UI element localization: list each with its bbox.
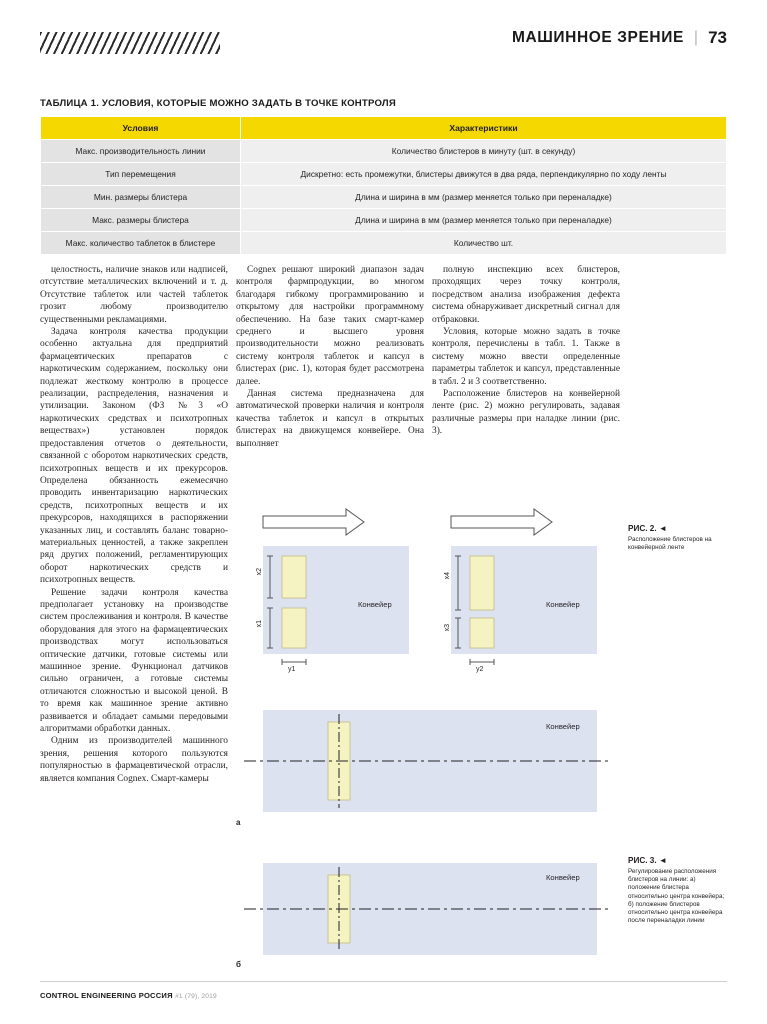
table-header-row (41, 117, 727, 140)
conditions-table (40, 116, 727, 255)
figure-3a-drawing (236, 700, 620, 840)
table-cell-condition: Тип перемещения (41, 163, 241, 186)
section-title: МАШИННОЕ ЗРЕНИЕ (511, 29, 684, 46)
page-number: 73 (708, 28, 727, 47)
body-column-3 (432, 264, 620, 438)
table-cell-characteristic: Длина и ширина в мм (размер меняется только при переналадке) (241, 209, 727, 232)
table-cell-condition: Макс. производительность линии (41, 140, 241, 163)
table-cell-characteristic: Количество блистеров в минуту (шт. в секунду) (241, 140, 727, 163)
figure-3b (236, 855, 620, 985)
table-row (41, 209, 727, 232)
dimension-label-x1: x1 (256, 620, 263, 628)
figure-2 (236, 504, 620, 682)
figure-3-caption-title: РИС. 3. ◄ (628, 856, 668, 865)
table-header-characteristics: Характеристики (241, 117, 727, 140)
conveyor-label: Конвейер (546, 600, 580, 609)
figure-3a (236, 700, 620, 840)
paragraph: Расположение блистеров на конвейерной ленте (рис. 2) можно регулировать, задавая различные размеры при наладке линии (рис. 3). (432, 389, 620, 437)
paragraph: Задача контроля качества продукции особенно актуальна для предприятий фармацевтических препаратов с наркотическим содержанием, поскольку они подлежат жесткому контролю в процессе реализации, распределения, назначения и утилизации. Законом (ФЗ №3 «О наркотических средствах и психотропных веществах») установлен порядок предоставления отчетов о деятельности, связанной с оборотом наркотических средств, психотропных веществ и их прекурсоров. Определена обязанность ежемесячно проводить инвентаризацию наркотических средств, психотропных веществ и их прекурсоров, находящихся в распоряжении указанных лиц, и составлять баланс товарно-материальных ценностей, а также закреплен ряд других положений, регламентирующих оборот наркотических средств и психотропных веществ. (40, 327, 228, 586)
figure-3-caption (628, 856, 728, 925)
table-header-conditions: Условия (41, 117, 241, 140)
figure-2-caption-body: Расположение блистеров на конвейерной ленте (628, 536, 712, 552)
body-column-1 (40, 264, 228, 785)
page-header (40, 28, 727, 62)
conveyor-label: Конвейер (546, 722, 580, 731)
body-column-2 (236, 264, 424, 450)
paragraph: Одним из производителей машинного зрения, решения которого пользуются популярностью в фармацевтической отрасли, является компания Cognex. Смарт-камеры (40, 736, 228, 784)
paragraph: полную инспекцию всех блистеров, проходящих через точку контроля, посредством анализа изображения дефекта система обнаруживает дискретный сигнал для отбраковки. (432, 265, 620, 325)
dimension-label-x4: x4 (444, 572, 451, 580)
dimension-label-y1: y1 (288, 666, 296, 673)
paragraph: Cognex решают широкий диапазон задач контроля фармпродукции, во многом благодаря гибкому программированию и открытому для настройки программному обеспечению. На базе таких смарт-камер среднего и высшего уровня производительности можно реализовать систему контроля таблеток и капсул в блистерах (рис. 1), которая будет рассмотрена далее. (236, 265, 424, 387)
figure-2-caption (628, 524, 728, 552)
figure-label-b: б (236, 960, 241, 969)
figure-label-a: а (236, 818, 241, 827)
paragraph: Данная система предназначена для автоматической проверки наличия и контроля качества таблеток и капсул в открытых блистерах на движущемся конвейере. Она выполняет (236, 389, 424, 449)
paragraph: Условия, которые можно задать в точке контроля, перечислены в табл. 1. Также в систему можно ввести определенные параметры таблеток и капсул, представленные в табл. 2 и 3 соответственно. (432, 327, 620, 387)
table-cell-characteristic: Дискретно: есть промежутки, блистеры движутся в два ряда, перпендикулярно по ходу ленты (241, 163, 727, 186)
dimension-label-x2: x2 (256, 568, 263, 576)
dimension-label-y2: y2 (476, 666, 484, 673)
header-separator: | (693, 29, 699, 46)
figure-2-drawing (236, 504, 620, 682)
paragraph: Решение задачи контроля качества предполагает установку на производстве систем прослеживания и контроля. В качестве оборудования для этого на фармацевтических производствах могут использоваться оптические датчики, готовые системы или машинное зрение. Функционал датчиков сильно ограничен, а готовые системы отличаются сложностью и высокой ценой. В то время как машинное зрение активно развивается и обладает самыми передовыми алгоритмами обработки данных. (40, 587, 228, 735)
conveyor-label: Конвейер (546, 873, 580, 882)
table-row (41, 232, 727, 255)
dimension-label-x3: x3 (444, 624, 451, 632)
hatch-decoration-icon (40, 32, 220, 54)
table-cell-condition: Макс. количество таблеток в блистере (41, 232, 241, 255)
table-cell-condition: Мин. размеры блистера (41, 186, 241, 209)
figure-2-caption-title: РИС. 2. ◄ (628, 524, 668, 533)
table-cell-condition: Макс. размеры блистера (41, 209, 241, 232)
table-cell-characteristic: Количество шт. (241, 232, 727, 255)
table-row (41, 140, 727, 163)
paragraph: целостность, наличие знаков или надписей, отсутствие металлических включений и т. д. Отсутствие таблеток или частей таблеток грозит любому производителю существенными рекламациями. (40, 265, 228, 325)
table-title: ТАБЛИЦА 1. УСЛОВИЯ, КОТОРЫЕ МОЖНО ЗАДАТЬ В ТОЧКЕ КОНТРОЛЯ (40, 98, 396, 109)
figure-3-caption-body: Регулирование расположения блистеров на линии: а) положение блистера относительно центра конвейера; б) положение блистеров относительно центра конвейера после переналадки линии (628, 868, 725, 925)
footer-publication: CONTROL ENGINEERING РОССИЯ (40, 991, 173, 1000)
header-right-group (512, 28, 727, 48)
table-cell-characteristic: Длина и ширина в мм (размер меняется только при переналадке) (241, 186, 727, 209)
footer-issue: #1 (79), 2019 (175, 993, 217, 1000)
page-footer (40, 991, 217, 1000)
table-row (41, 186, 727, 209)
conveyor-label: Конвейер (358, 600, 392, 609)
table-row (41, 163, 727, 186)
footer-divider (40, 981, 727, 982)
